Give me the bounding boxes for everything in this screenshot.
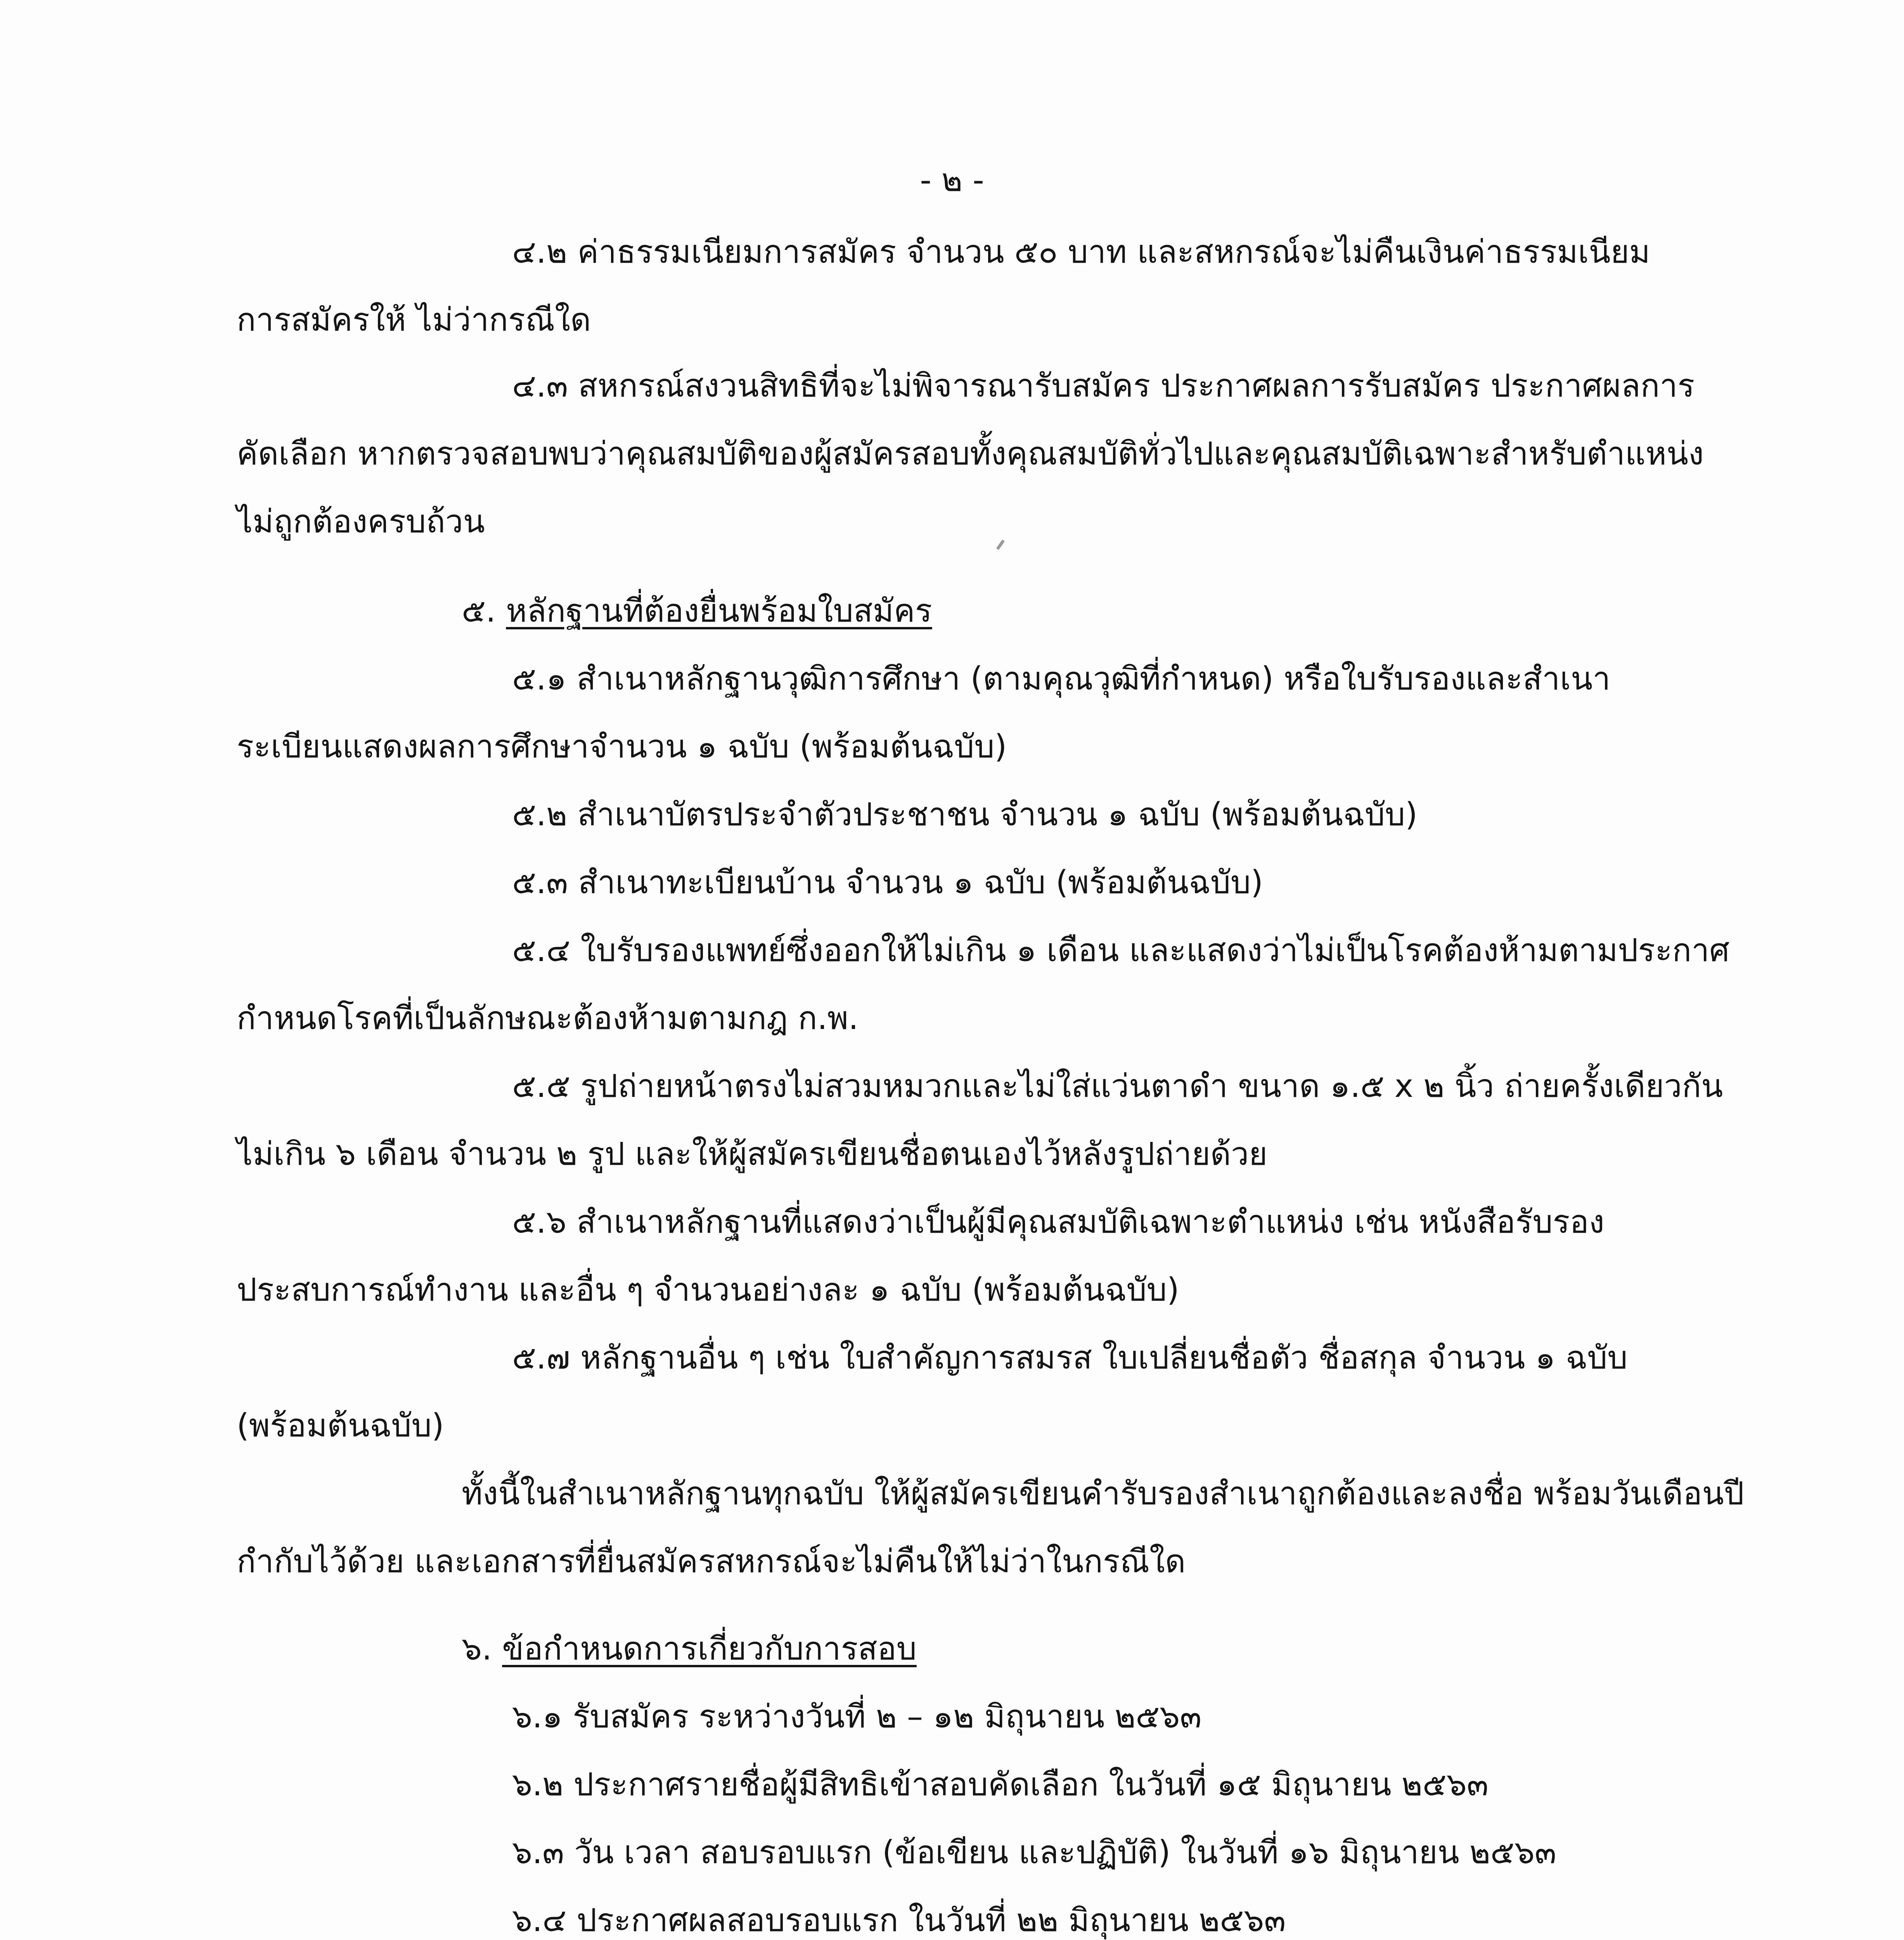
paragraph-5-6-line-2: ประสบการณ์ทำงาน และอื่น ๆ จำนวนอย่างละ ๑ ฉบับ (พร้อมต้นฉบับ) — [237, 1271, 1179, 1308]
page-number: - ๒ - — [920, 162, 984, 199]
paragraph-5-3: ๕.๓ สำเนาทะเบียนบ้าน จำนวน ๑ ฉบับ (พร้อมต้นฉบับ) — [512, 864, 1264, 901]
paragraph-5-1-line-2: ระเบียนแสดงผลการศึกษาจำนวน ๑ ฉบับ (พร้อมต้นฉบับ) — [237, 728, 1007, 765]
paragraph-5-7-line-1: ๕.๗ หลักฐานอื่น ๆ เช่น ใบสำคัญการสมรส ใบเปลี่ยนชื่อตัว ชื่อสกุล จำนวน ๑ ฉบับ — [512, 1339, 1628, 1376]
paragraph-5-1-line-1: ๕.๑ สำเนาหลักฐานวุฒิการศึกษา (ตามคุณวุฒิที่กำหนด) หรือใบรับรองและสำเนา — [512, 660, 1611, 697]
item-6-4: ๖.๔ ประกาศผลสอบรอบแรก ในวันที่ ๒๒ มิถุนายน ๒๕๖๓ — [512, 1902, 1286, 1939]
paragraph-5-6-line-1: ๕.๖ สำเนาหลักฐานที่แสดงว่าเป็นผู้มีคุณสมบัติเฉพาะตำแหน่ง เช่น หนังสือรับรอง — [512, 1204, 1605, 1240]
note-paragraph-line-1: ทั้งนี้ในสำเนาหลักฐานทุกฉบับ ให้ผู้สมัครเขียนคำรับรองสำเนาถูกต้องและลงชื่อ พร้อมวันเดือนปี — [462, 1475, 1744, 1512]
section-5-heading — [462, 588, 932, 634]
paragraph-4-3-line-2: คัดเลือก หากตรวจสอบพบว่าคุณสมบัติของผู้สมัครสอบทั้งคุณสมบัติทั่วไปและคุณสมบัติเฉพาะสำหรับตำแหน่ง — [237, 435, 1704, 472]
section-6-number: ๖. — [462, 1630, 492, 1667]
section-6-title: ข้อกำหนดการเกี่ยวกับการสอบ — [502, 1630, 917, 1667]
paragraph-5-7-line-2: (พร้อมต้นฉบับ) — [237, 1407, 444, 1444]
paragraph-4-3-line-3: ไม่ถูกต้องครบถ้วน — [237, 503, 485, 540]
section-6-heading — [462, 1626, 917, 1672]
paragraph-5-5-line-2: ไม่เกิน ๖ เดือน จำนวน ๒ รูป และให้ผู้สมัครเขียนชื่อตนเองไว้หลังรูปถ่ายด้วย — [237, 1136, 1268, 1173]
note-paragraph-line-2: กำกับไว้ด้วย และเอกสารที่ยื่นสมัครสหกรณ์จะไม่คืนให้ไม่ว่าในกรณีใด — [237, 1543, 1186, 1580]
section-5-title: หลักฐานที่ต้องยื่นพร้อมใบสมัคร — [506, 592, 932, 629]
paragraph-5-4-line-1: ๕.๔ ใบรับรองแพทย์ซึ่งออกให้ไม่เกิน ๑ เดือน และแสดงว่าไม่เป็นโรคต้องห้ามตามประกาศ — [512, 932, 1730, 969]
paragraph-4-2-line-1: ๔.๒ ค่าธรรมเนียมการสมัคร จำนวน ๕๐ บาท และสหกรณ์จะไม่คืนเงินค่าธรรมเนียม — [512, 234, 1650, 270]
stray-pen-mark — [996, 539, 1005, 550]
section-5-number: ๕. — [462, 592, 496, 629]
paragraph-5-4-line-2: กำหนดโรคที่เป็นลักษณะต้องห้ามตามกฎ ก.พ. — [237, 1000, 859, 1037]
paragraph-5-5-line-1: ๕.๕ รูปถ่ายหน้าตรงไม่สวมหมวกและไม่ใส่แว่นตาดำ ขนาด ๑.๕ x ๒ นิ้ว ถ่ายครั้งเดียวกัน — [512, 1068, 1723, 1105]
item-6-3: ๖.๓ วัน เวลา สอบรอบแรก (ข้อเขียน และปฏิบัติ) ในวันที่ ๑๖ มิถุนายน ๒๕๖๓ — [512, 1834, 1556, 1871]
paragraph-4-2-line-2: การสมัครให้ ไม่ว่ากรณีใด — [237, 301, 591, 338]
paragraph-5-2: ๕.๒ สำเนาบัตรประจำตัวประชาชน จำนวน ๑ ฉบับ (พร้อมต้นฉบับ) — [512, 796, 1418, 833]
item-6-2: ๖.๒ ประกาศรายชื่อผู้มีสิทธิเข้าสอบคัดเลือก ในวันที่ ๑๕ มิถุนายน ๒๕๖๓ — [512, 1766, 1489, 1803]
paragraph-4-3-line-1: ๔.๓ สหกรณ์สงวนสิทธิที่จะไม่พิจารณารับสมัคร ประกาศผลการรับสมัคร ประกาศผลการ — [512, 367, 1695, 404]
item-6-1: ๖.๑ รับสมัคร ระหว่างวันที่ ๒ – ๑๒ มิถุนายน ๒๕๖๓ — [512, 1698, 1202, 1735]
